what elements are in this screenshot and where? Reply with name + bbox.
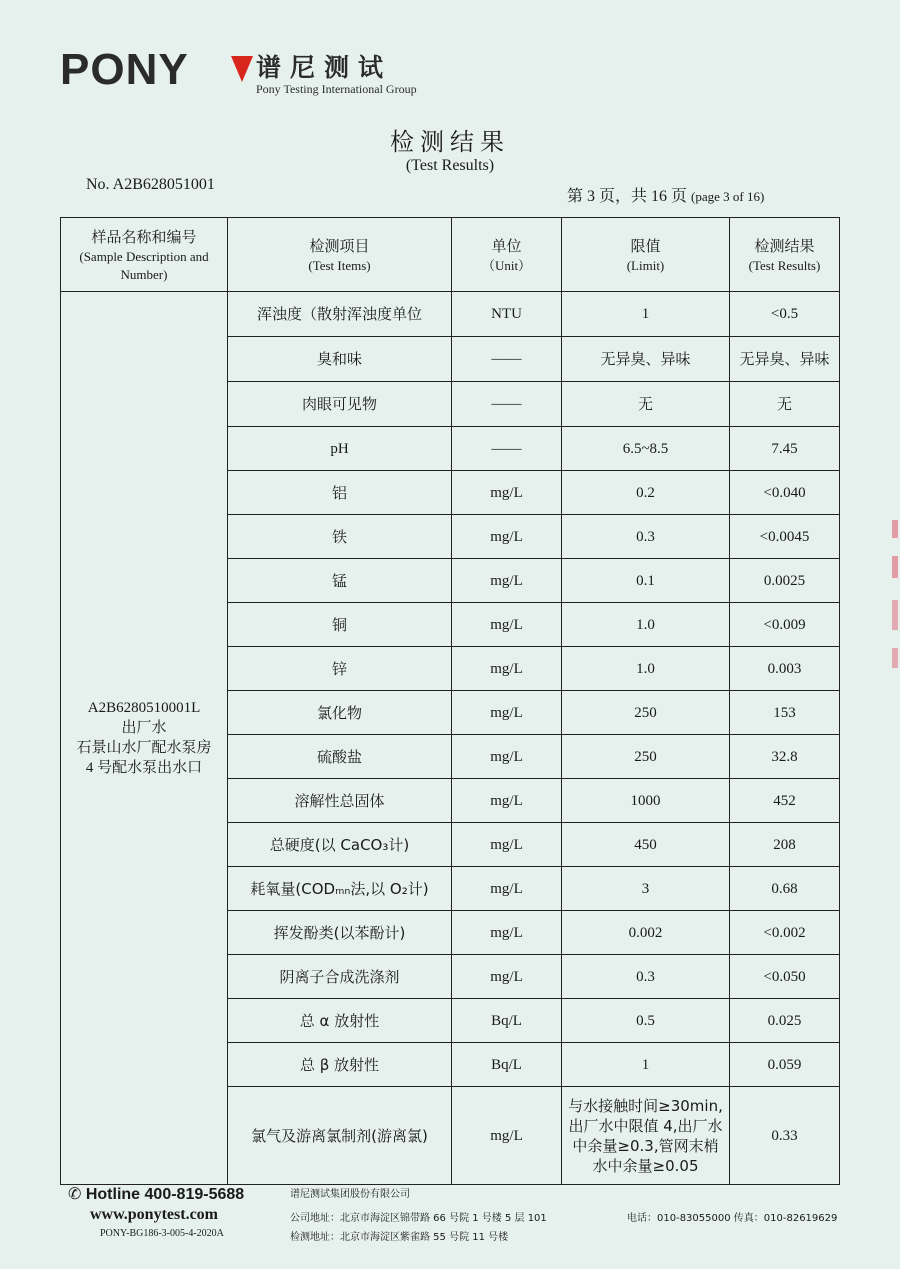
test-result: 0.33 [730,1087,840,1185]
footer-form-code: PONY-BG186-3-005-4-2020A [100,1228,224,1239]
header-item [228,218,452,292]
test-limit: 6.5~8.5 [562,427,730,471]
logo-wordmark: PONY [60,45,189,94]
page-title: 检测结果 [390,128,510,156]
footer-hotline: ✆ Hotline 400-819-5688 [68,1186,245,1203]
sample-point: 4 号配水泵出水口 [85,760,203,776]
test-result: <0.5 [730,292,840,337]
sample-number: A2B6280510001L [87,700,201,716]
test-unit: mg/L [452,779,562,823]
logo-triangle-icon [231,56,253,82]
header-unit-cn: 单位 [491,236,522,255]
test-limit: 0.002 [562,911,730,955]
footer-tel-fax: 电话：010-83055000 传真：010-82619629 [627,1213,838,1224]
footer-lab-address: 检测地址：北京市海淀区紫雀路 55 号院 11 号楼 [290,1232,509,1243]
test-limit: 无 [562,382,730,427]
header-limit-en: (Limit) [626,257,665,273]
test-unit: mg/L [452,691,562,735]
header-item-cn: 检测项目 [309,236,370,255]
test-limit: 1 [562,1043,730,1087]
test-unit: —— [452,337,562,382]
test-result: 7.45 [730,427,840,471]
company-logo [60,44,480,100]
test-item: 阴离子合成洗涤剂 [228,955,452,999]
test-result: 153 [730,691,840,735]
test-item: 铝 [228,471,452,515]
test-limit: 250 [562,691,730,735]
test-limit: 250 [562,735,730,779]
test-unit: mg/L [452,471,562,515]
header-sample-cn: 样品名称和编号 [91,227,197,246]
test-item: 铜 [228,603,452,647]
header-limit [562,218,730,292]
test-unit: mg/L [452,1087,562,1185]
test-result: 0.059 [730,1043,840,1087]
results-table [60,217,840,1185]
header-sample-en: (Sample Description and Number) [79,248,209,282]
header-result-cn: 检测结果 [754,236,815,255]
test-item: 总 α 放射性 [228,999,452,1043]
test-unit: mg/L [452,647,562,691]
test-unit: mg/L [452,603,562,647]
footer-website[interactable]: www.ponytest.com [90,1206,218,1223]
test-item: 浑浊度（散射浑浊度单位 [228,292,452,337]
test-result: 452 [730,779,840,823]
test-unit: mg/L [452,911,562,955]
test-limit: 0.5 [562,999,730,1043]
header-unit [452,218,562,292]
test-item: 铁 [228,515,452,559]
sample-type: 出厂水 [121,720,167,736]
test-unit: NTU [452,292,562,337]
table-header-row [61,218,840,292]
test-unit: Bq/L [452,1043,562,1087]
test-limit: 450 [562,823,730,867]
test-result: <0.050 [730,955,840,999]
test-result: 0.003 [730,647,840,691]
test-item: 氯气及游离氯制剂(游离氯) [228,1087,452,1185]
footer-address: 公司地址：北京市海淀区锦带路 66 号院 1 号楼 5 层 101 [290,1213,547,1224]
test-limit: 1.0 [562,603,730,647]
test-item: 挥发酚类(以苯酚计) [228,911,452,955]
logo-name-en: Pony Testing International Group [256,82,417,96]
test-item: pH [228,427,452,471]
test-limit: 与水接触时间≥30min,出厂水中限值 4,出厂水中余量≥0.3,管网末梢水中余量≥0.05 [562,1087,730,1185]
report-number: No. A2B628051001 [86,176,215,193]
header-sample [61,218,228,292]
test-limit: 0.2 [562,471,730,515]
test-unit: Bq/L [452,999,562,1043]
test-result: 无 [730,382,840,427]
seal-stamp-edge-icon [890,520,900,680]
sample-description-cell [61,292,228,1185]
test-limit: 1000 [562,779,730,823]
header-item-en: (Test Items) [308,257,371,273]
test-result: 32.8 [730,735,840,779]
sample-location: 石景山水厂配水泵房 [76,740,212,756]
test-result: 无异臭、异味 [730,337,840,382]
test-unit: —— [452,382,562,427]
test-item: 锌 [228,647,452,691]
header-unit-en: （Unit） [481,257,532,273]
page-indicator-cn: 第 3 页，共 16 页 [567,188,688,205]
test-limit: 0.3 [562,955,730,999]
test-item: 肉眼可见物 [228,382,452,427]
test-limit: 3 [562,867,730,911]
test-unit: mg/L [452,735,562,779]
test-result: <0.040 [730,471,840,515]
test-limit: 0.1 [562,559,730,603]
test-item: 锰 [228,559,452,603]
footer-company: 谱尼测试集团股份有限公司 [290,1189,410,1200]
logo-name-cn: 谱尼测试 [256,53,393,82]
test-item: 总 β 放射性 [228,1043,452,1087]
header-result [730,218,840,292]
test-result: 0.68 [730,867,840,911]
page-indicator-en: (page 3 of 16) [691,189,765,204]
test-limit: 1 [562,292,730,337]
header-limit-cn: 限值 [630,236,661,255]
test-unit: mg/L [452,559,562,603]
test-result: 0.0025 [730,559,840,603]
test-item: 臭和味 [228,337,452,382]
test-unit: mg/L [452,515,562,559]
page-title-en: (Test Results) [405,157,495,174]
test-limit: 无异臭、异味 [562,337,730,382]
test-limit: 1.0 [562,647,730,691]
test-item: 氯化物 [228,691,452,735]
page-indicator [567,183,764,206]
test-unit: mg/L [452,955,562,999]
test-item: 总硬度(以 CaCO₃计) [228,823,452,867]
test-unit: mg/L [452,867,562,911]
test-result: <0.002 [730,911,840,955]
test-item: 硫酸盐 [228,735,452,779]
test-result: <0.0045 [730,515,840,559]
table-row [61,292,840,337]
header-result-en: (Test Results) [748,257,821,273]
test-unit: —— [452,427,562,471]
test-item: 溶解性总固体 [228,779,452,823]
test-result: <0.009 [730,603,840,647]
test-item: 耗氧量(CODₘₙ法,以 O₂计) [228,867,452,911]
test-result: 0.025 [730,999,840,1043]
test-result: 208 [730,823,840,867]
test-unit: mg/L [452,823,562,867]
test-limit: 0.3 [562,515,730,559]
